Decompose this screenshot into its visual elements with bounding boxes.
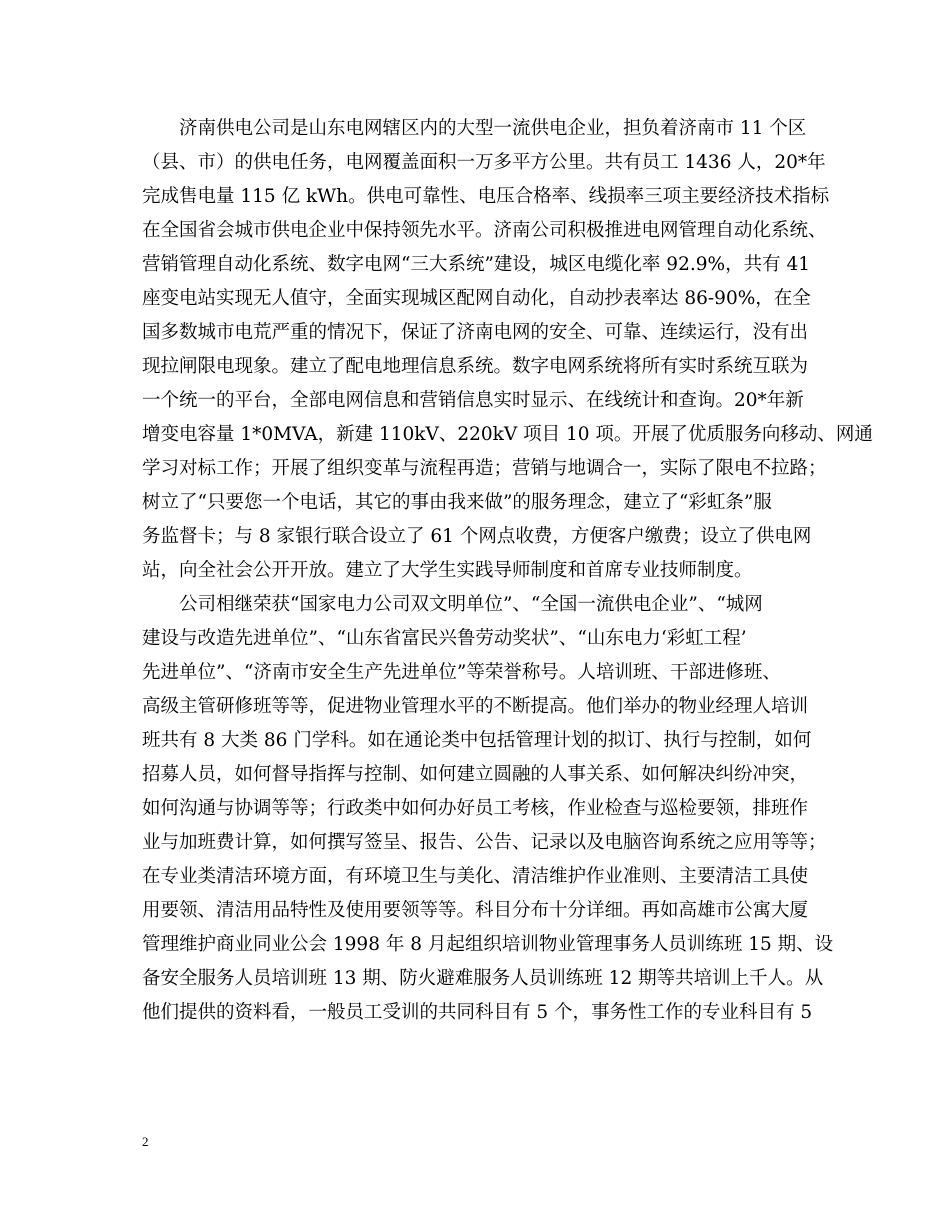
paragraph-1-line-11: 学习对标工作；开展了组织变革与流程再造；营销与地调合一，实际了限电不拉路； xyxy=(142,458,827,479)
paragraph-1-line-6: 座变电站实现无人值守，全面实现城区配网自动化，自动抄表率达 86-90%，在全 xyxy=(142,288,811,309)
paragraph-2-line-8: 业与加班费计算，如何撰写签呈、报告、公告、记录以及电脑咨询系统之应用等等； xyxy=(142,832,827,853)
paragraph-2-line-6: 招募人员，如何督导指挥与控制、如何建立圆融的人事关系、如何解决纠纷冲突， xyxy=(142,764,809,785)
paragraph-1-line-5: 营销管理自动化系统、数字电网“三大系统”建设，城区电缆化率 92.9%，共有 41 xyxy=(142,254,810,275)
paragraph-2-line-7: 如何沟通与协调等等；行政类中如何办好员工考核，作业检查与巡检要领，排班作 xyxy=(142,798,809,819)
paragraph-1-line-14: 站，向全社会公开开放。建立了大学生实践导师制度和首席专业技师制度。 xyxy=(142,560,753,581)
paragraph-1-line-9: 一个统一的平台，全部电网信息和营销信息实时显示、在线统计和查询。20*年新 xyxy=(142,390,804,411)
paragraph-1-line-10: 增变电容量 1*0MVA，新建 110kV、220kV 项目 10 项。开展了优质服务向移动、网通 xyxy=(142,424,873,445)
paragraph-1-line-2: （县、市）的供电任务，电网覆盖面积一万多平方公里。共有员工 1436 人，20*年 xyxy=(142,152,826,173)
paragraph-1-line-13: 务监督卡；与 8 家银行联合设立了 61 个网点收费，方便客户缴费；设立了供电网 xyxy=(142,526,812,547)
paragraph-2-line-11: 管理维护商业同业公会 1998 年 8 月起组织培训物业管理事务人员训练班 15 期、设 xyxy=(142,934,834,955)
paragraph-2-line-9: 在专业类清洁环境方面，有环境卫生与美化、清洁维护作业准则、主要清洁工具使 xyxy=(142,866,809,887)
paragraph-1-line-7: 国多数城市电荒严重的情况下，保证了济南电网的安全、可靠、连续运行，没有出 xyxy=(142,322,809,343)
paragraph-1-line-8: 现拉闸限电现象。建立了配电地理信息系统。数字电网系统将所有实时系统互联为 xyxy=(142,356,809,377)
paragraph-2-line-3: 先进单位”、“济南市安全生产先进单位”等荣誉称号。人培训班、干部进修班、 xyxy=(142,662,781,683)
body-text xyxy=(142,112,873,1030)
paragraph-2-line-12: 备安全服务人员培训班 13 期、防火避难服务人员训练班 12 期等共培训上千人。从 xyxy=(142,968,824,989)
paragraph-2-line-5: 班共有 8 大类 86 门学科。如在通论类中包括管理计划的拟订、执行与控制，如何 xyxy=(142,730,812,751)
paragraph-1-line-1: 济南供电公司是山东电网辖区内的大型一流供电企业，担负着济南市 11 个区 xyxy=(179,118,807,139)
paragraph-1-line-3: 完成售电量 115 亿 kWh。供电可靠性、电压合格率、线损率三项主要经济技术指标 xyxy=(142,186,830,207)
paragraph-1-line-4: 在全国省会城市供电企业中保持领先水平。济南公司积极推进电网管理自动化系统、 xyxy=(142,220,827,241)
paragraph-2-line-13: 他们提供的资料看，一般员工受训的共同科目有 5 个，事务性工作的专业科目有 5 xyxy=(142,1002,813,1023)
paragraph-2-line-4: 高级主管研修班等等，促进物业管理水平的不断提高。他们举办的物业经理人培训 xyxy=(142,696,809,717)
page-number: 2 xyxy=(142,1134,149,1149)
paragraph-2-line-2: 建设与改造先进单位”、“山东省富民兴鲁劳动奖状”、“山东电力‘彩虹工程’ xyxy=(142,628,747,649)
paragraph-2-line-10: 用要领、清洁用品特性及使用要领等等。科目分布十分详细。再如高雄市公寓大厦 xyxy=(142,900,809,921)
paragraph-1-line-12: 树立了“只要您一个电话，其它的事由我来做”的服务理念，建立了“彩虹条”服 xyxy=(142,492,772,513)
paragraph-2-line-1: 公司相继荣获“国家电力公司双文明单位”、“全国一流供电企业”、“城网 xyxy=(179,594,763,615)
